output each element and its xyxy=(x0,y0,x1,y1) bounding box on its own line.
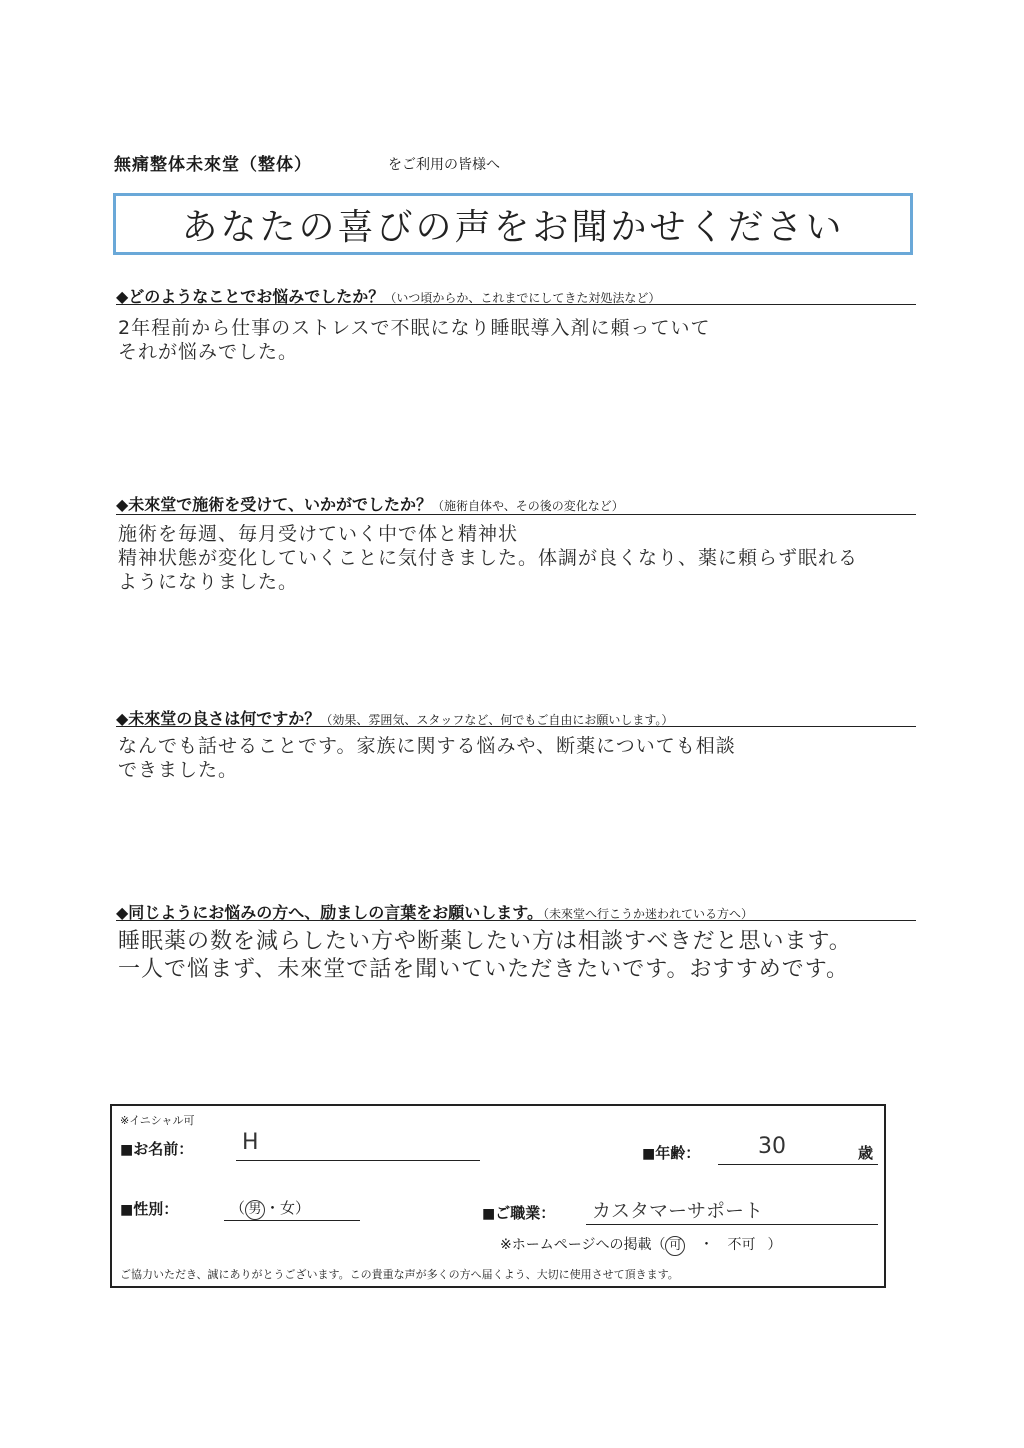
question-4-label: ◆同じようにお悩みの方へ、励ましの言葉をお願いします。 xyxy=(116,903,544,922)
name-field xyxy=(120,1138,193,1159)
bullet-square: ■ xyxy=(120,1142,134,1158)
initial-note: ※イニシャル可 xyxy=(120,1114,195,1127)
question-1-rule xyxy=(116,304,916,305)
organization-name: 無痛整体未來堂（整体） xyxy=(114,155,312,175)
gender-underline xyxy=(224,1220,360,1221)
gender-label: 性別： xyxy=(133,1200,179,1218)
header-subtitle: をご利用の皆様へ xyxy=(388,157,500,173)
question-4-rule xyxy=(116,920,916,921)
gender-female: 女） xyxy=(280,1199,311,1217)
age-unit: 歳 xyxy=(858,1144,874,1162)
gender-male-circled: 男 xyxy=(245,1200,265,1220)
question-3-rule xyxy=(116,726,916,727)
question-1-label: ◆どのようなことでお悩みでしたか？ xyxy=(116,287,385,306)
answer-4-handwriting: 睡眠薬の数を減らしたい方や断薬したい方は相談すべきだと思います。 一人で悩まず、未來堂で話を聞いていただきたいです。おすすめです。 xyxy=(118,929,852,982)
customer-info-box xyxy=(110,1104,886,1288)
question-2-heading xyxy=(116,492,916,515)
gender-options xyxy=(230,1197,310,1220)
answer-3-handwriting: なんでも話せることです。家族に関する悩みや、断薬についても相談 できました。 xyxy=(118,735,736,781)
age-label: 年齢： xyxy=(655,1144,701,1162)
question-3-note: （効果、雰囲気、スタッフなど、何でもご自由にお願いします。） xyxy=(320,713,674,727)
title-box xyxy=(113,193,913,255)
gender-open-paren: （ xyxy=(230,1199,246,1217)
question-2-rule xyxy=(116,514,916,515)
occupation-label: ご職業： xyxy=(495,1204,556,1222)
name-value: H xyxy=(242,1130,259,1155)
answer-2-handwriting: 施術を毎週、毎月受けていく中で体と精神状 精神状態が変化していくことに気付きました。体調が良くなり、薬に頼らず眠れる ようになりました。 xyxy=(118,523,859,593)
page-title: あなたの喜びの声をお聞かせください xyxy=(181,206,845,248)
age-value: 30 xyxy=(758,1134,786,1159)
question-1-note: （いつ頃からか、これまでにしてきた対処法など） xyxy=(384,291,661,305)
question-2-note: （施術自体や、その後の変化など） xyxy=(432,499,624,513)
gender-separator: ・ xyxy=(265,1199,281,1217)
gender-field xyxy=(120,1198,178,1219)
thanks-message: ご協力いただき、誠にありがとうございます。この貴重な声が多くの方へ届くよう、大切に使用させて頂きます。 xyxy=(120,1268,679,1281)
bullet-square: ■ xyxy=(642,1146,656,1162)
age-underline xyxy=(718,1164,878,1165)
occupation-field xyxy=(482,1202,555,1223)
occupation-value: カスタマーサポート xyxy=(592,1200,764,1222)
age-field xyxy=(642,1142,700,1163)
bullet-square: ■ xyxy=(482,1206,496,1222)
homepage-permission xyxy=(500,1234,781,1256)
homepage-yes-circled: 可 xyxy=(665,1236,685,1256)
homepage-separator: ・ xyxy=(699,1237,714,1253)
question-3-label: ◆未來堂の良さは何ですか？ xyxy=(116,709,321,728)
name-label: お名前： xyxy=(133,1140,194,1158)
homepage-close-paren: ） xyxy=(767,1237,782,1253)
occupation-underline xyxy=(586,1224,878,1225)
bullet-square: ■ xyxy=(120,1202,134,1218)
question-2-label: ◆未來堂で施術を受けて、いかがでしたか？ xyxy=(116,495,432,514)
question-4-note: （未來堂へ行こうか迷われている方へ） xyxy=(543,907,754,921)
answer-1-handwriting: 2年程前から仕事のストレスで不眠になり睡眠導入剤に頼っていて それが悩みでした。 xyxy=(118,317,711,363)
homepage-no: 不可 xyxy=(727,1237,756,1253)
name-underline xyxy=(236,1160,480,1161)
homepage-label: ※ホームページへの掲載（ xyxy=(500,1237,666,1253)
